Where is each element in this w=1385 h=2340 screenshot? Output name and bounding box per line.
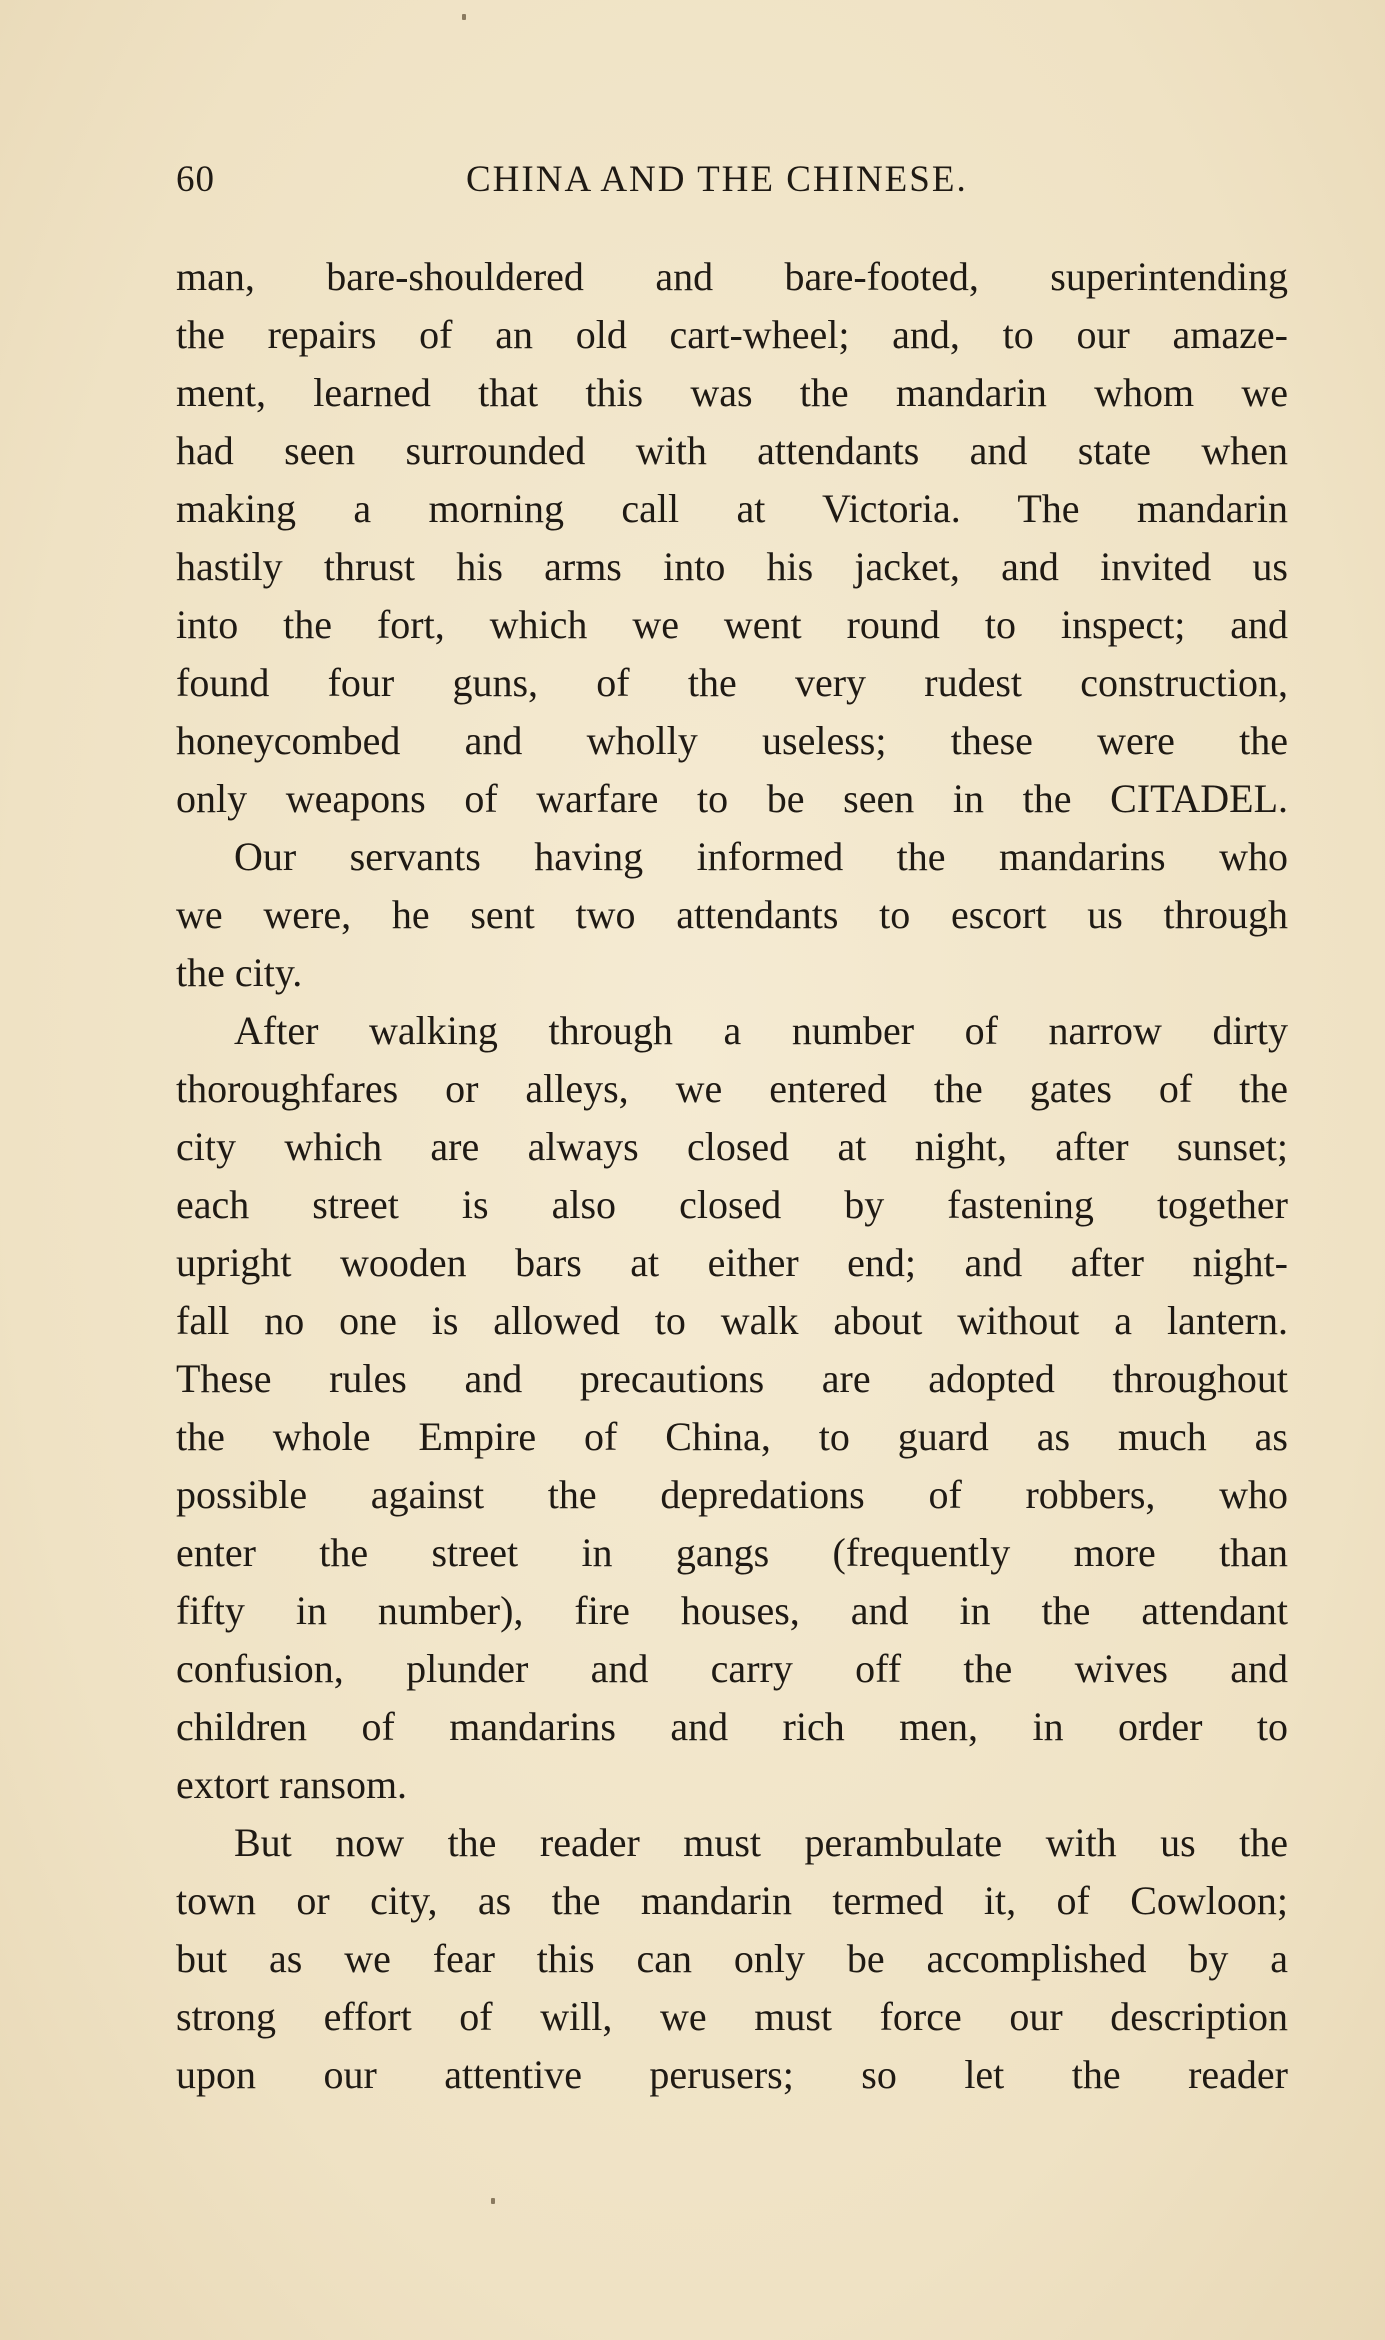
text-line: fifty in number), fire houses, and in the attendant xyxy=(176,1588,1288,1633)
text-line: fall no one is allowed to walk about without a lantern. xyxy=(176,1298,1288,1343)
text-line: After walking through a number of narrow dirty xyxy=(234,1008,1288,1053)
text-line: strong effort of will, we must force our description xyxy=(176,1994,1288,2039)
text-line: had seen surrounded with attendants and state when xyxy=(176,428,1288,473)
text-line: honeycombed and wholly useless; these were the xyxy=(176,718,1288,763)
text-line: upright wooden bars at either end; and after night- xyxy=(176,1240,1288,1285)
text-line: ment, learned that this was the mandarin whom we xyxy=(176,370,1288,415)
text-line: Our servants having informed the mandarins who xyxy=(234,834,1288,879)
text-line: the repairs of an old cart-wheel; and, to our amaze- xyxy=(176,312,1288,357)
page-header xyxy=(176,158,1288,208)
text-line: children of mandarins and rich men, in order to xyxy=(176,1704,1288,1749)
page-number: 60 xyxy=(176,159,215,200)
text-line: upon our attentive perusers; so let the reader xyxy=(176,2052,1288,2097)
text-line: possible against the depredations of robbers, who xyxy=(176,1472,1288,1517)
text-line: town or city, as the mandarin termed it, of Cowloon; xyxy=(176,1878,1288,1923)
text-line: into the fort, which we went round to inspect; and xyxy=(176,602,1288,647)
text-line: we were, he sent two attendants to escort us through xyxy=(176,892,1288,937)
text-line: the whole Empire of China, to guard as much as xyxy=(176,1414,1288,1459)
text-line: But now the reader must perambulate with us the xyxy=(234,1820,1288,1865)
text-line: making a morning call at Victoria. The mandarin xyxy=(176,486,1288,531)
running-head: CHINA AND THE CHINESE. xyxy=(466,159,968,200)
text-line: each street is also closed by fastening together xyxy=(176,1182,1288,1227)
text-line: but as we fear this can only be accomplished by a xyxy=(176,1936,1288,1981)
text-line: hastily thrust his arms into his jacket, and invited us xyxy=(176,544,1288,589)
text-line: the city. xyxy=(176,950,303,995)
text-line: only weapons of warfare to be seen in the CITADEL. xyxy=(176,776,1288,821)
body-text xyxy=(176,248,1288,2104)
text-line: man, bare-shouldered and bare-footed, superintending xyxy=(176,254,1288,299)
text-line: extort ransom. xyxy=(176,1762,408,1807)
text-line: These rules and precautions are adopted throughout xyxy=(176,1356,1288,1401)
text-line: enter the street in gangs (frequently more than xyxy=(176,1530,1288,1575)
text-line: confusion, plunder and carry off the wives and xyxy=(176,1646,1288,1691)
ink-speck xyxy=(462,14,466,20)
text-line: thoroughfares or alleys, we entered the gates of the xyxy=(176,1066,1288,1111)
text-line: found four guns, of the very rudest construction, xyxy=(176,660,1288,705)
ink-speck xyxy=(491,2198,495,2204)
text-line: city which are always closed at night, after sunset; xyxy=(176,1124,1288,1169)
